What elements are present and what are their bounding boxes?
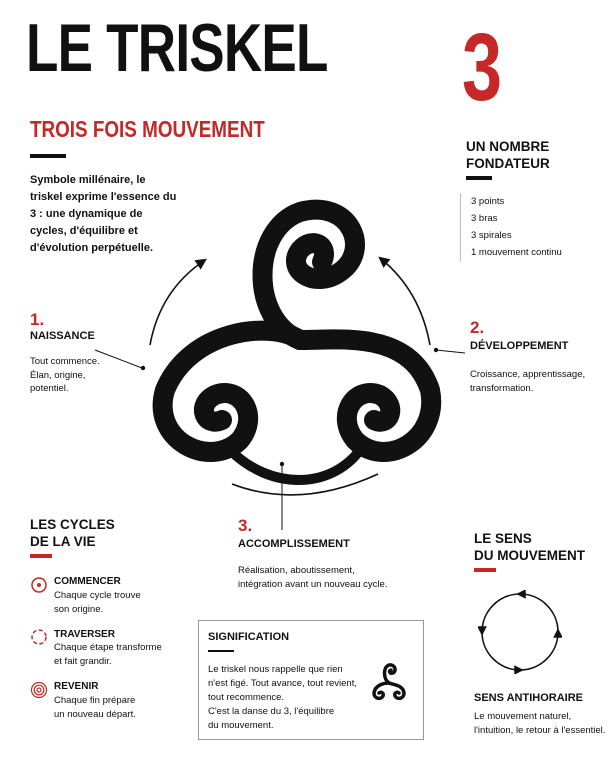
counterclockwise-cycle-icon [478,590,562,674]
signification-divider [208,650,234,652]
number-three: 3 [462,14,503,121]
cycle-item-title: REVENIR [54,681,99,692]
fact-item: 3 spirales [471,230,512,241]
arrow-to-right [380,258,430,345]
step-1-title: NAISSANCE [30,330,95,342]
step-2-title: DÉVELOPPEMENT [470,340,569,352]
step-1-text: Tout commence. Élan, origine, potentiel. [30,356,100,394]
triskel-symbol [163,210,432,480]
cycle-item-title: TRAVERSER [54,629,115,640]
revenir-icon [30,681,48,699]
step-2-number: 2. [470,318,485,337]
step-3-text: Réalisation, aboutissement, intégration avant un nouveau cycle. [238,565,388,590]
page-subtitle: TROIS FOIS MOUVEMENT [30,116,265,142]
signification-box [198,620,424,740]
page-title: LE TRISKEL [26,10,328,86]
fact-item: 3 points [471,196,505,207]
intro-text: Symbole millénaire, le triskel exprime l'essence du 3 : une dynamique de cycles, d'équilibre et d'évolution perpétuelle. [30,174,177,254]
commencer-icon [30,576,48,594]
cycle-item-title: COMMENCER [54,576,121,587]
sens-section-title: LE SENS DU MOUVEMENT [474,531,585,563]
step-3-title: ACCOMPLISSEMENT [238,538,350,550]
step-3-number: 3. [238,516,253,535]
connector-developpement [436,350,465,353]
cycles-section-title: LES CYCLES DE LA VIE [30,517,115,549]
signification-text: Le triskel nous rappelle que rien n'est figé. Tout avance, tout revient, tout recommence. C'est la danse du 3, l'équilibre du mouvement. [208,664,357,731]
signification-title: SIGNIFICATION [208,631,290,643]
triskel-small-icon [367,659,411,703]
traverser-icon [30,628,48,646]
fact-item: 1 mouvement continu [471,247,562,258]
cycles-divider [30,554,52,558]
sens-label: SENS ANTIHORAIRE [474,692,583,704]
arrow-to-top [150,260,205,345]
step-1-number: 1. [30,310,45,329]
fact-item: 3 bras [471,213,498,224]
number-section-title: UN NOMBRE FONDATEUR [466,139,550,171]
step-2-text: Croissance, apprentissage, transformation. [470,369,586,394]
connector-naissance [95,350,142,368]
sens-text: Le mouvement naturel, l'intuition, le retour à l'essentiel. [474,711,606,736]
cycle-item-text: Chaque étape transforme et fait grandir. [54,642,162,667]
cycle-item-text: Chaque fin prépare un nouveau départ. [54,695,136,720]
sens-divider [474,568,496,572]
cycle-item-text: Chaque cycle trouve son origine. [54,590,141,615]
